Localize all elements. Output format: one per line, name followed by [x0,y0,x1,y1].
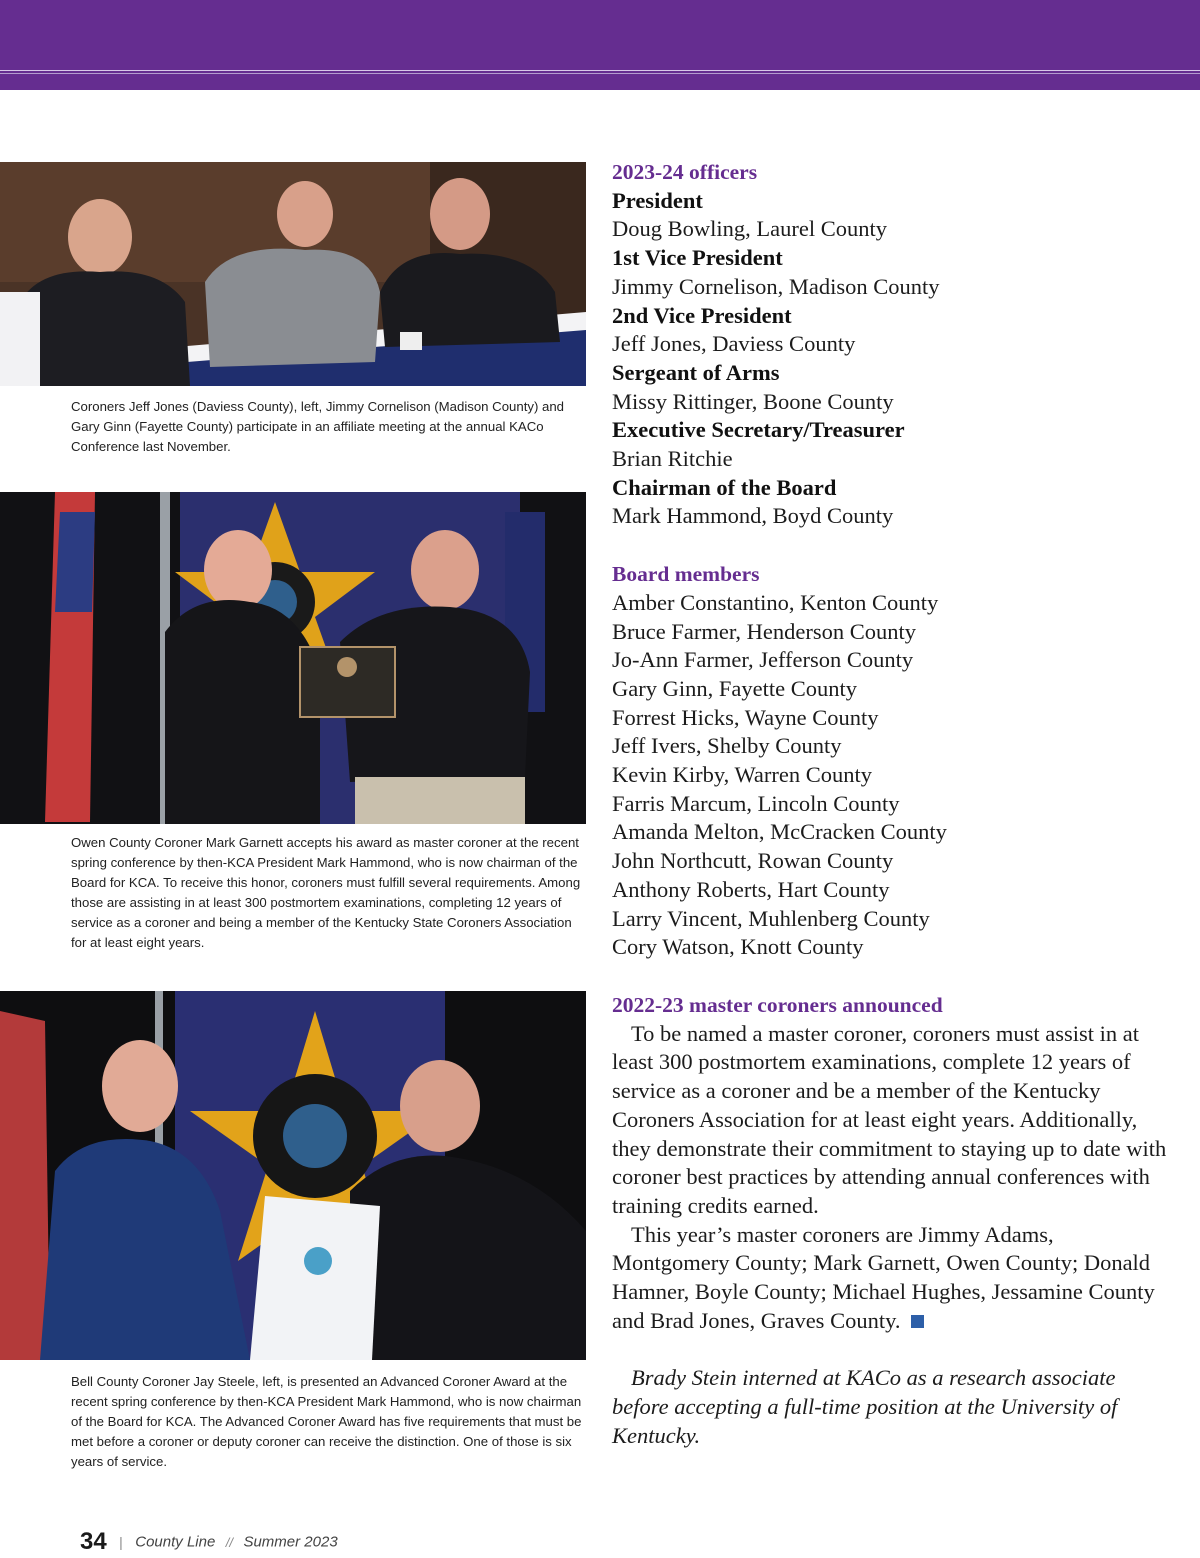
officer-name: Mark Hammond, Boyd County [612,503,894,529]
header-rule-2 [0,73,1200,74]
officer-name: Brian Ritchie [612,446,733,472]
board-member: Anthony Roberts, Hart County [612,876,890,902]
page-footer [80,1528,338,1556]
master-coroners-list-text: This year’s master coroners are Jimmy Adams, Montgomery County; Mark Garnett, Owen County; Donald Hamner, Boyle County; Michael Hughes, Jessamine County and Brad Jones, Graves County. [612,1221,1155,1333]
officer-name: Jimmy Cornelison, Madison County [612,273,940,299]
issue-name: Summer 2023 [243,1533,338,1551]
photo-master-coroner-award [0,492,586,824]
officer-title: Chairman of the Board [612,474,837,500]
board-member: Jo-Ann Farmer, Jefferson County [612,647,914,673]
officer-title: 1st Vice President [612,245,783,271]
board-member: John Northcutt, Rowan County [612,848,894,874]
board-member: Farris Marcum, Lincoln County [612,790,900,816]
board-member: Jeff Ivers, Shelby County [612,733,842,759]
author-bio: Brady Stein interned at KACo as a research associate before accepting a full-time position at the University of Kentucky. [612,1365,1118,1448]
board-member: Cory Watson, Knott County [612,934,864,960]
board-member: Forrest Hicks, Wayne County [612,704,879,730]
board-member: Amber Constantino, Kenton County [612,589,939,615]
photo-caption-3: Bell County Coroner Jay Steele, left, is presented an Advanced Coroner Award at the recent spring conference by then-KCA President Mark Hammond, who is now chairman of the Board for KCA. The Advanced Coroner Award has five requirements that must be met before a coroner or deputy coroner can receive the distinction. One of those is six years of service. [71,1374,582,1469]
header-rule [0,70,1200,71]
master-coroners-paragraph-2 [612,1221,1172,1336]
photo-advanced-coroner-award [0,991,586,1360]
photo-affiliate-meeting [0,162,586,386]
master-coroners-heading: 2022-23 master coroners announced [612,992,943,1017]
section-spacer [612,1335,1172,1364]
publication-name: County Line [135,1533,216,1551]
board-member-list [612,589,1172,962]
board-member: Bruce Farmer, Henderson County [612,618,917,644]
officer-list [612,187,1172,531]
footer-slash: // [225,1534,233,1550]
officer-name: Doug Bowling, Laurel County [612,216,887,242]
officer-title: President [612,187,703,213]
master-coroners-paragraph-1: To be named a master coroner, coroners must assist in at least 300 postmortem examinations, complete 12 years of service as a coroner and be a member of the Kentucky Coroners Association for at least eight years. Additionally, they demonstrate their commitment to staying up to date with coroner best practices by attending annual conferences with training credits earned. [612,1020,1167,1218]
article-column [612,158,1172,1451]
officer-name: Jeff Jones, Daviess County [612,331,856,357]
officer-title: 2nd Vice President [612,302,792,328]
officer-title: Executive Secretary/Treasurer [612,417,905,443]
officers-heading: 2023-24 officers [612,160,758,184]
board-member: Gary Ginn, Fayette County [612,675,857,701]
page-number: 34 [80,1528,107,1555]
section-spacer [612,962,1172,991]
photo-caption-1: Coroners Jeff Jones (Daviess County), left, Jimmy Cornelison (Madison County) and Gary Ginn (Fayette County) participate in an affiliate meeting at the annual KACo Conference last November. [71,399,565,454]
board-heading: Board members [612,562,760,587]
board-member: Amanda Melton, McCracken County [612,819,947,845]
photo-caption-2: Owen County Coroner Mark Garnett accepts his award as master coroner at the recent spring conference by then-KCA President Mark Hammond, who is now chairman of the Board for KCA. To receive this honor, coroners must fulfill several requirements. Among those are assisting in at least 300 postmortem examinations, completing 12 years of service as a coroner and being a member of the Kentucky State Coroners Association for at least eight years. [71,835,581,950]
section-spacer [612,531,1172,560]
header-band [0,0,1200,90]
board-member: Larry Vincent, Muhlenberg County [612,905,930,931]
footer-separator: | [119,1534,123,1550]
officer-name: Missy Rittinger, Boone County [612,388,894,414]
board-member: Kevin Kirby, Warren County [612,762,873,788]
end-of-article-mark [911,1315,924,1328]
officer-title: Sergeant of Arms [612,359,780,385]
